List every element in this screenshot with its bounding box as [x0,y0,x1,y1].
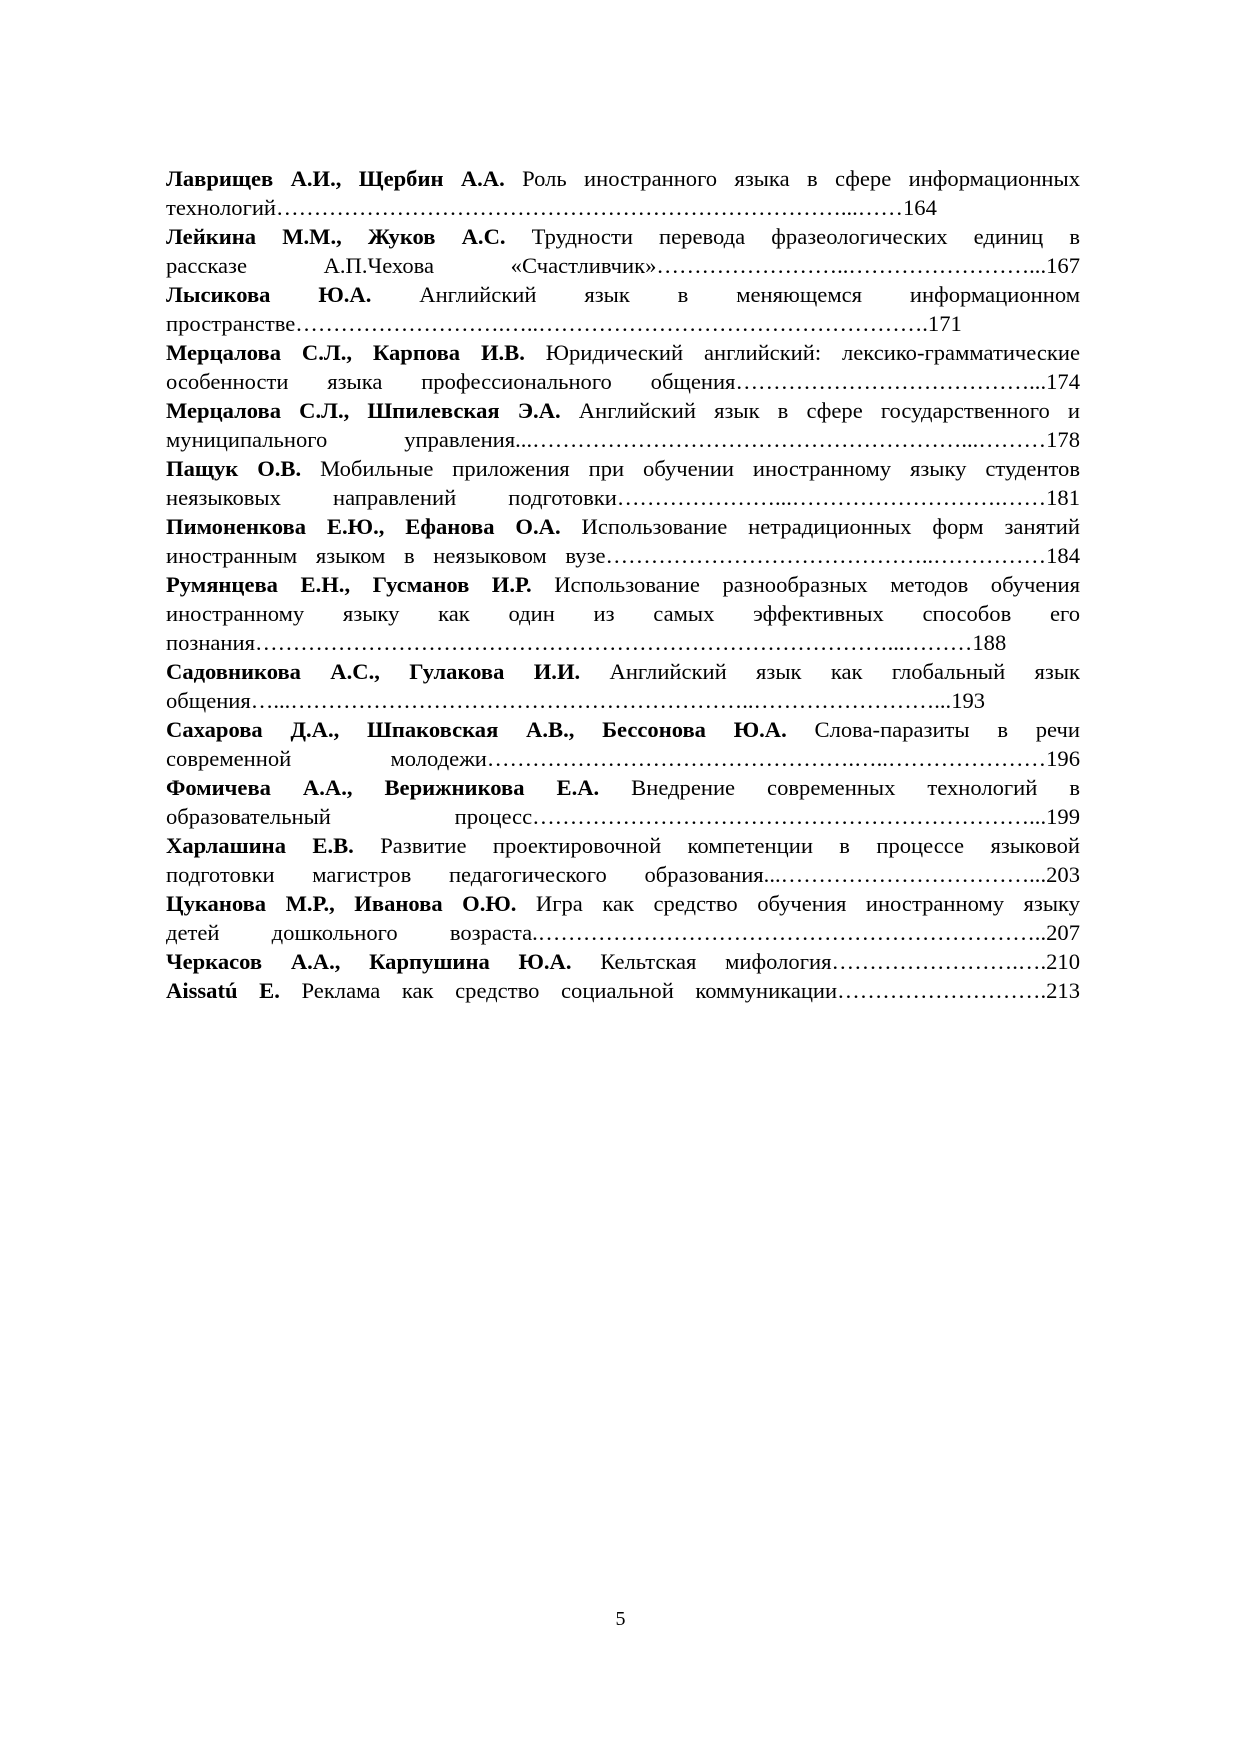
toc-entry-authors: Садовникова А.С., Гулакова И.И. [166,659,581,684]
toc-entry-title-cont: пространстве……………………….…..…………………………………………….171 [166,311,962,336]
toc-entry-continuation [166,744,1080,773]
toc-entry-continuation [166,628,1080,657]
toc-entry [166,164,1080,193]
toc-entry [166,831,1080,860]
page-number: 5 [615,1608,626,1630]
toc-entry-authors: Aissatú E. [166,978,280,1003]
toc-entry [166,715,1080,744]
toc-entry-title-cont: рассказе А.П.Чехова «Счастливчик»……………………..……………………...167 [166,253,1080,278]
toc-entry-authors: Пащук О.В. [166,456,302,481]
toc-entry-authors: Харлашина Е.В. [166,833,354,858]
toc-entry-title-cont: образовательный процесс…………………………………………………………...199 [166,804,1080,829]
toc-entry [166,947,1080,976]
toc-entry-authors: Черкасов А.А., Карпушина Ю.А. [166,949,572,974]
toc-entry-authors: Сахарова Д.А., Шпаковская А.В., Бессонова Ю.А. [166,717,787,742]
toc-entry-authors: Цуканова М.Р., Иванова О.Ю. [166,891,517,916]
toc-entry-authors: Лаврищев А.И., Щербин А.А. [166,166,505,191]
toc-entry-continuation [166,541,1080,570]
toc-entry [166,657,1080,686]
toc-entry-title: Трудности перевода фразеологических единиц в [505,224,1080,249]
toc-entry-title: Английский язык как глобальный язык [580,659,1081,684]
toc-entry-authors: Мерцалова С.Л., Карпова И.В. [166,340,525,365]
toc-entry-title-cont: особенности языка профессионального общения…………………………………...174 [166,369,1080,394]
toc-entry-continuation [166,686,1080,715]
toc-entry-authors: Фомичева А.А., Верижникова Е.А. [166,775,600,800]
toc-entry-continuation [166,193,1080,222]
toc-entry-continuation [166,860,1080,889]
toc-entry-title: Английский язык в меняющемся информационном [371,282,1080,307]
toc-entry-authors: Лейкина М.М., Жуков А.С. [166,224,506,249]
toc-entry-title: Слова-паразиты в речи [786,717,1080,742]
toc-entry-authors: Мерцалова С.Л., Шпилевская Э.А. [166,398,561,423]
toc-entry [166,512,1080,541]
toc-entry-title: Развитие проектировочной компетенции в процессе языковой [353,833,1080,858]
toc-entry-continuation [166,367,1080,396]
toc-entry-title-cont: иностранному языку как один из самых эффективных способов его [166,601,1080,626]
toc-entry-title: Английский язык в сфере государственного и [560,398,1080,423]
toc-entry-continuation [166,599,1080,628]
toc-entry-continuation [166,425,1080,454]
toc-entry-title-cont: познания…………………………………………………………………………...………188 [166,630,1007,655]
toc-entry [166,454,1080,483]
toc-entry-title-cont: муниципального управления...…………………………………………………...………178 [166,427,1080,452]
toc-entry-continuation [166,918,1080,947]
toc-entry [166,280,1080,309]
toc-entry-continuation [166,483,1080,512]
toc-entry-continuation [166,309,1080,338]
toc-entry-title: Внедрение современных технологий в [599,775,1080,800]
toc-entry-authors: Румянцева Е.Н., Гусманов И.Р. [166,572,532,597]
toc-entry [166,222,1080,251]
toc-entry-title-cont: неязыковых направлений подготовки…………………...……………………….……181 [166,485,1080,510]
toc-entry-title: Юридический английский: лексико-грамматические [524,340,1080,365]
toc-entry [166,773,1080,802]
toc-entry-title: Игра как средство обучения иностранному языку [516,891,1080,916]
table-of-contents [166,164,1080,1005]
toc-entry-authors: Пимоненкова Е.Ю., Ефанова О.А. [166,514,561,539]
toc-entry-continuation [166,802,1080,831]
toc-entry [166,338,1080,367]
toc-entry-continuation [166,251,1080,280]
toc-entry-title-cont: современной молодежи………………………………………….…..…………………196 [166,746,1080,771]
toc-entry [166,889,1080,918]
toc-entry-title: Использование разнообразных методов обучения [531,572,1080,597]
toc-entry-title-cont: общения…...……………………………………………………..……………………...193 [166,688,986,713]
toc-entry [166,396,1080,425]
toc-entry-title-cont: подготовки магистров педагогического образования...……………………………...203 [166,862,1080,887]
toc-entry-title-cont: технологий…………………………………………………………………...……164 [166,195,937,220]
toc-entry-title: Реклама как средство социальной коммуникации……………………….213 [279,978,1080,1003]
toc-entry-title-cont: детей дошкольного возраста.…………………………………………………………..207 [166,920,1080,945]
toc-entry-title: Роль иностранного языка в сфере информационных [504,166,1080,191]
toc-entry-title: Кельтская мифология…………………….….210 [571,949,1081,974]
toc-entry-title: Мобильные приложения при обучении иностранному языку студентов [301,456,1080,481]
toc-entry [166,570,1080,599]
toc-entry-title-cont: иностранным языком в неязыковом вузе……………………………………..……………184 [166,543,1080,568]
toc-entry [166,976,1080,1005]
toc-entry-title: Использование нетрадиционных форм занятий [560,514,1080,539]
toc-entry-authors: Лысикова Ю.А. [166,282,372,307]
